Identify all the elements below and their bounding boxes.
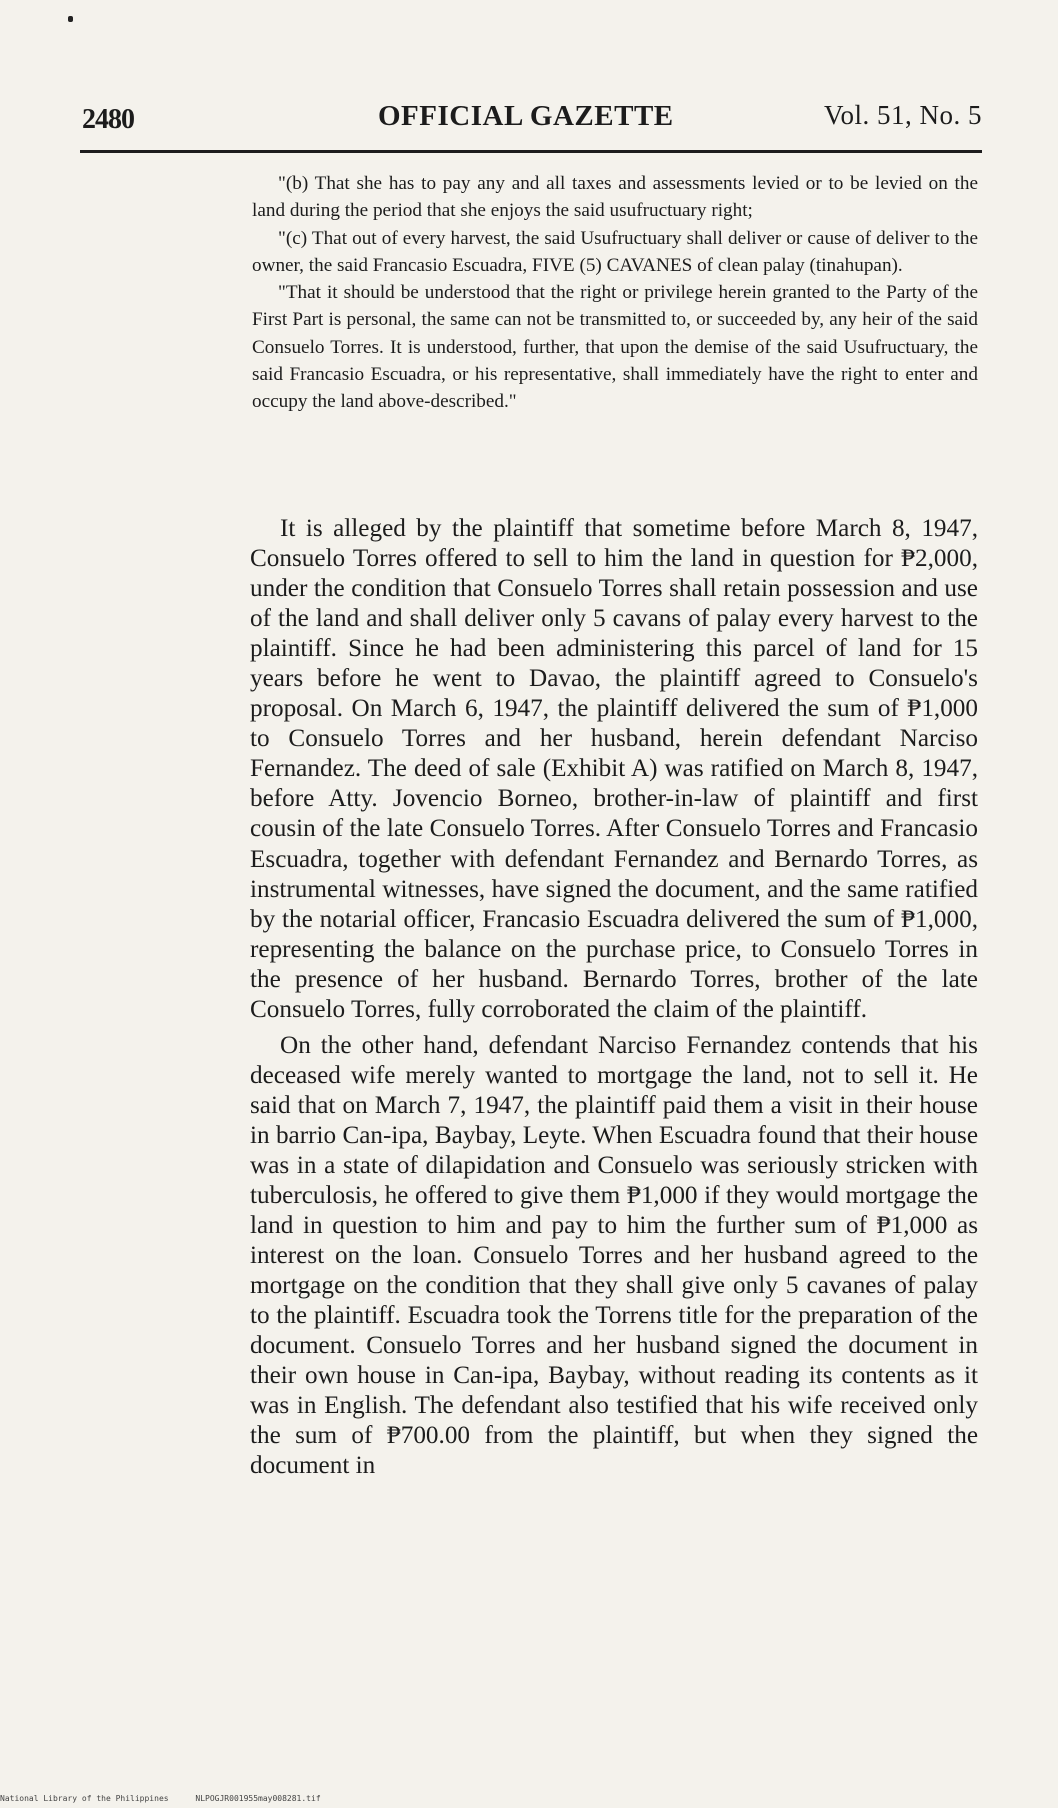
- publication-title: OFFICIAL GAZETTE: [378, 100, 674, 132]
- quote-paragraph: "That it should be understood that the right or privilege herein granted to the Party of the First Part is personal, the same can not be transmitted to, or succeeded by, any heir of the said Consuelo Torres. It is understood, further, that upon the demise of the said Usufructuary, the said Francasio Escuadra, or his representative, shall immediately have the right to enter and occupy the land above-described.": [252, 282, 978, 413]
- body-paragraph: It is alleged by the plaintiff that sometime before March 8, 1947, Consuelo Torres offered to sell to him the land in question for ₱2,000, under the condition that Consuelo Torres shall retain possession and use of the land and shall deliver only 5 cavans of palay every harvest to the plaintiff. Since he had been administering this parcel of land for 15 years before he went to Davao, the plaintiff agreed to Consuelo's proposal. On March 6, 1947, the plaintiff delivered the sum of ₱1,000 to Consuelo Torres and her husband, herein defendant Narciso Fernandez. The deed of sale (Exhibit A) was ratified on March 8, 1947, before Atty. Jovencio Borneo, brother-in-law of plaintiff and first cousin of the late Consuelo Torres. After Consuelo Torres and Francasio Escuadra, together with defendant Fernandez and Bernardo Torres, as instrumental witnesses, have signed the document, and the same ratified by the notarial officer, Francasio Escuadra delivered the sum of ₱1,000, representing the balance on the purchase price, to Consuelo Torres in the presence of her husband. Bernardo Torres, brother of the late Consuelo Torres, fully corroborated the claim of the plaintiff.: [250, 515, 978, 1023]
- body-paragraph: On the other hand, defendant Narciso Fernandez contends that his deceased wife merely wanted to mortgage the land, not to sell it. He said that on March 7, 1947, the plaintiff paid them a visit in their house in barrio Can-ipa, Baybay, Leyte. When Escuadra found that their house was in a state of dilapidation and Consuelo was seriously stricken with tuberculosis, he offered to give them ₱1,000 if they would mortgage the land in question to him and pay to him the further sum of ₱1,000 as interest on the loan. Consuelo Torres and her husband agreed to the mortgage on the condition that they shall give only 5 cavanes of palay to the plaintiff. Escuadra took the Torrens title for the preparation of the document. Consuelo Torres and her husband signed the document in their own house in Can-ipa, Baybay, without reading its contents as it was in English. The defendant also testified that his wife received only the sum of ₱700.00 from the plaintiff, but when they signed the document in: [250, 1031, 978, 1480]
- page-header: [78, 98, 982, 138]
- header-rule: [80, 150, 982, 153]
- quoted-contract-terms: [252, 170, 978, 416]
- quote-paragraph: "(c) That out of every harvest, the said Usufructuary shall deliver or cause of deliver to the owner, the said Francasio Escuadra, FIVE (5) CAVANES of clean palay (tinahupan).: [252, 227, 978, 276]
- scan-footer: [0, 1794, 343, 1808]
- body-text: [250, 514, 978, 1482]
- scan-speck: [68, 16, 73, 22]
- volume-issue: Vol. 51, No. 5: [823, 100, 982, 130]
- footer-file-id: NLPOGJR001955may008281.tif: [195, 1794, 321, 1803]
- page-number: 2480: [82, 104, 134, 135]
- footer-source: National Library of the Philippines: [0, 1794, 169, 1803]
- quote-paragraph: "(b) That she has to pay any and all taxes and assessments levied or to be levied on the land during the period that she enjoys the said usufructuary right;: [252, 173, 978, 222]
